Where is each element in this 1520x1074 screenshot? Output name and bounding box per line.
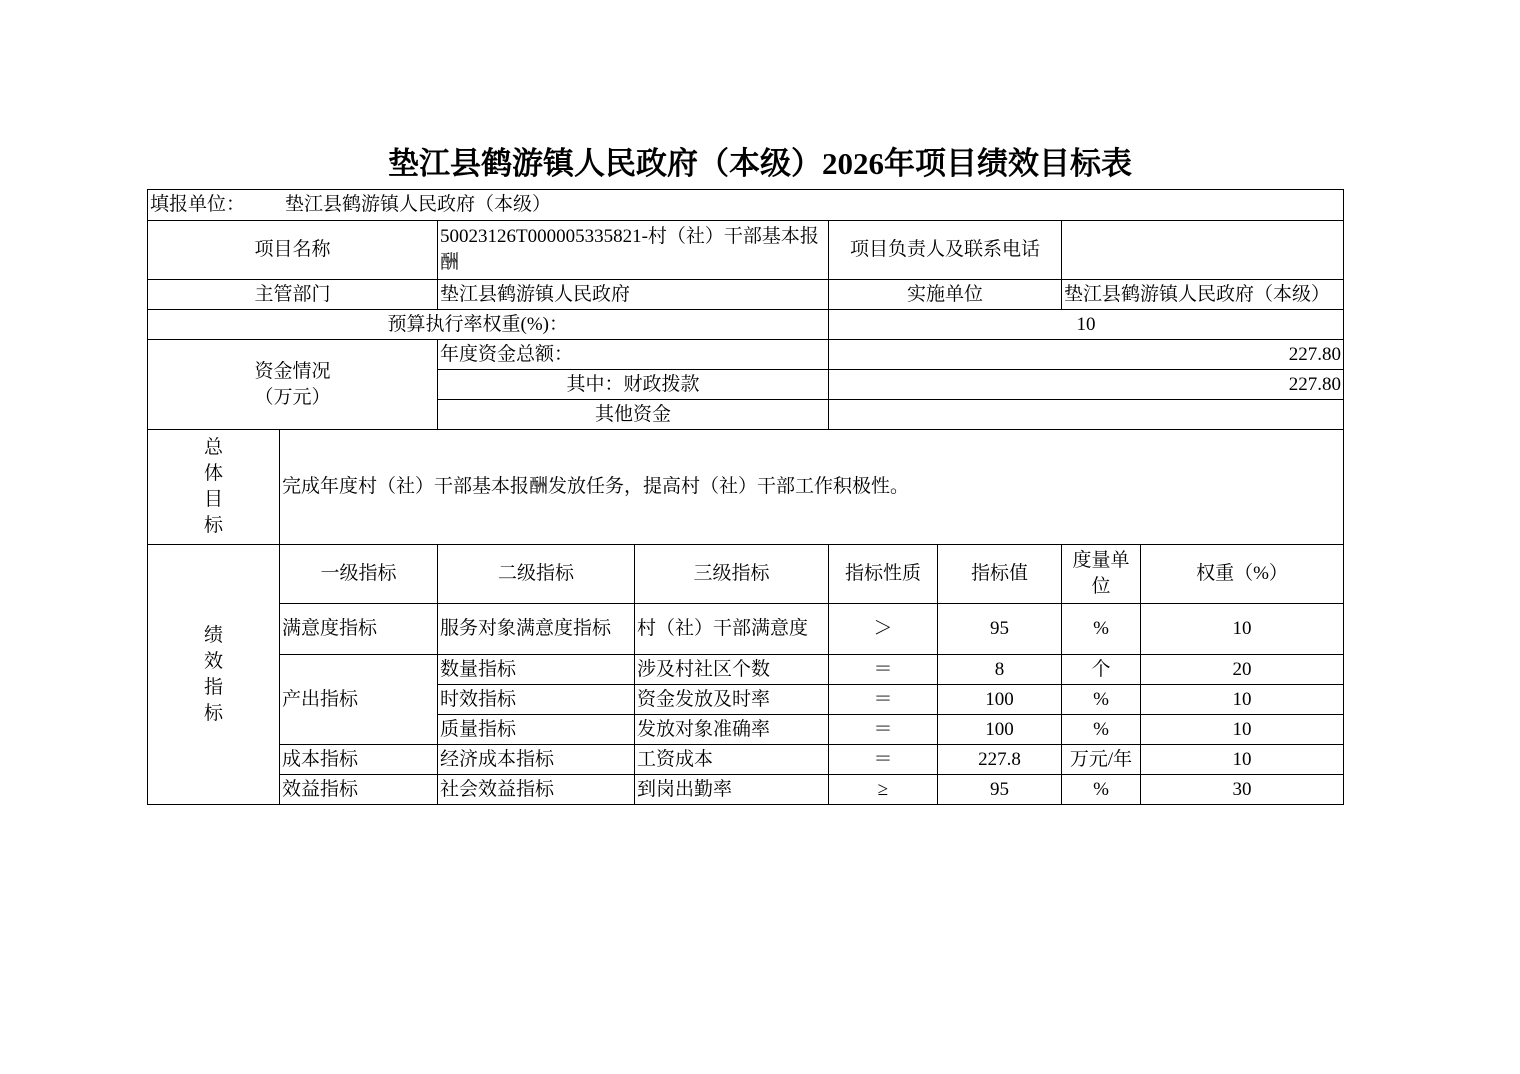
row-nature: ＞ [829,604,938,655]
row-nature: ≥ [829,775,938,805]
dept-row [148,280,1344,310]
dept-value: 垫江县鹤游镇人民政府 [438,280,829,310]
page-title: 垫江县鹤游镇人民政府（本级）2026年项目绩效目标表 [388,146,1132,181]
row-level2: 数量指标 [438,655,635,685]
fill-unit-cell [148,190,1344,221]
row-value: 100 [938,685,1062,715]
goal-text: 完成年度村（社）干部基本报酬发放任务，提高村（社）干部工作积极性。 [280,430,1344,545]
row-level1: 满意度指标 [280,604,438,655]
row-level2: 经济成本指标 [438,745,635,775]
row-level3: 工资成本 [635,745,829,775]
funds-other-value [829,400,1344,430]
project-owner-label: 项目负责人及联系电话 [829,221,1062,280]
row-weight: 10 [1141,745,1344,775]
row-level2: 服务对象满意度指标 [438,604,635,655]
row-weight: 10 [1141,715,1344,745]
budget-weight-value: 10 [829,310,1344,340]
row-unit: % [1062,775,1141,805]
row-weight: 10 [1141,685,1344,715]
row-value: 95 [938,604,1062,655]
row-nature: ＝ [829,655,938,685]
indicators-header-row [148,545,1344,604]
row-nature: ＝ [829,715,938,745]
indicators-label-char: 绩 [203,624,223,646]
table-row [148,604,1344,655]
row-weight: 20 [1141,655,1344,685]
header-level2: 二级指标 [438,545,635,604]
row-level2: 社会效益指标 [438,775,635,805]
row-level3: 资金发放及时率 [635,685,829,715]
row-weight: 10 [1141,604,1344,655]
indicators-label-char: 指 [203,676,223,698]
goal-row [148,430,1344,545]
project-name-value: 50023126T000005335821-村（社）干部基本报酬 [438,221,829,280]
row-unit: 个 [1062,655,1141,685]
row-level1: 产出指标 [280,655,438,745]
budget-weight-label: 预算执行率权重(%)： [148,310,829,340]
row-level1: 效益指标 [280,775,438,805]
row-value: 100 [938,715,1062,745]
funds-total-label: 年度资金总额： [438,340,829,370]
funds-total-row [148,340,1344,370]
fill-unit-row [148,190,1344,221]
row-level2: 质量指标 [438,715,635,745]
header-level3: 三级指标 [635,545,829,604]
funds-label-line2: （万元） [254,386,331,408]
header-weight: 权重（%） [1141,545,1344,604]
indicators-label-char: 效 [203,650,223,672]
funds-fiscal-label: 其中：财政拨款 [438,370,829,400]
header-level1: 一级指标 [280,545,438,604]
table-row [148,655,1344,685]
row-level3: 涉及村社区个数 [635,655,829,685]
row-unit: 万元/年 [1062,745,1141,775]
row-level3: 到岗出勤率 [635,775,829,805]
header-value: 指标值 [938,545,1062,604]
project-owner-value [1062,221,1344,280]
goal-label-char: 目 [203,489,223,510]
funds-label [148,340,438,430]
row-level1: 成本指标 [280,745,438,775]
funds-total-value: 227.80 [829,340,1344,370]
row-weight: 30 [1141,775,1344,805]
row-nature: ＝ [829,745,938,775]
goal-label [148,430,280,545]
fill-unit-label: 填报单位： [150,194,246,215]
header-unit: 度量单位 [1062,545,1141,604]
row-unit: % [1062,715,1141,745]
funds-fiscal-value: 227.80 [829,370,1344,400]
row-unit: % [1062,685,1141,715]
row-level3: 发放对象准确率 [635,715,829,745]
row-nature: ＝ [829,685,938,715]
table-row [148,745,1344,775]
project-name-row [148,221,1344,280]
impl-label: 实施单位 [829,280,1062,310]
table-row [148,775,1344,805]
header-nature: 指标性质 [829,545,938,604]
row-value: 8 [938,655,1062,685]
goal-label-char: 体 [203,463,223,484]
impl-value: 垫江县鹤游镇人民政府（本级） [1062,280,1344,310]
row-level2: 时效指标 [438,685,635,715]
indicators-label [148,545,280,805]
row-value: 227.8 [938,745,1062,775]
dept-label: 主管部门 [148,280,438,310]
row-level3: 村（社）干部满意度 [635,604,829,655]
indicators-label-char: 标 [203,702,223,724]
funds-label-line1: 资金情况 [254,360,331,382]
row-value: 95 [938,775,1062,805]
goal-label-char: 总 [203,437,223,458]
project-name-label: 项目名称 [148,221,438,280]
budget-weight-row [148,310,1344,340]
fill-unit-value: 垫江县鹤游镇人民政府（本级） [285,194,552,215]
row-unit: % [1062,604,1141,655]
goal-label-char: 标 [203,515,223,536]
funds-other-label: 其他资金 [438,400,829,430]
performance-table [147,189,1344,805]
